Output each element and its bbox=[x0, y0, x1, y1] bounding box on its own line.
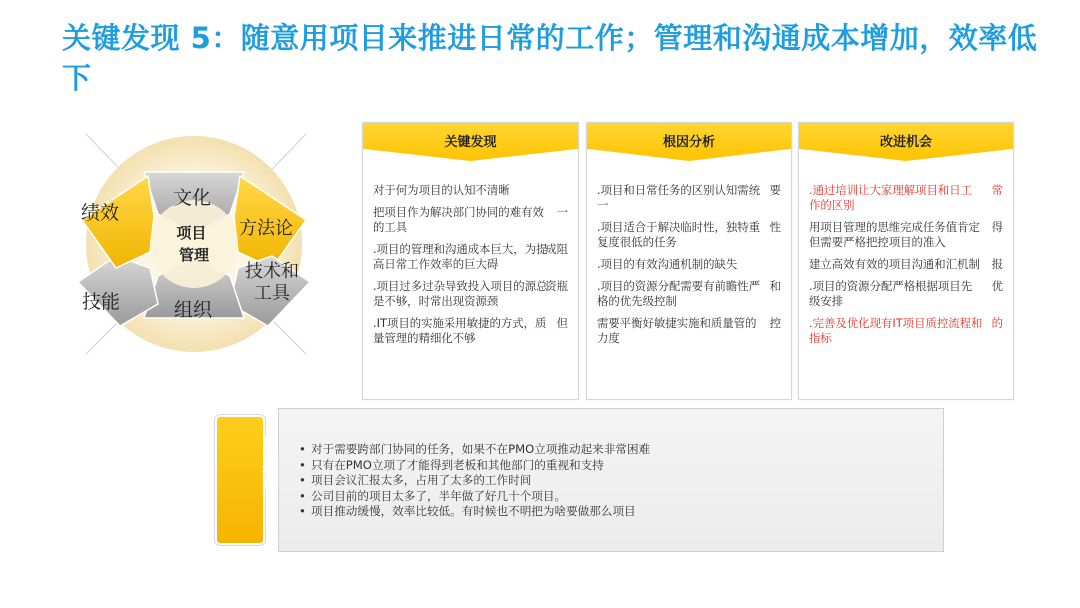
summary-item: • 只有在PMO立项了才能得到老板和其他部门的重视和支持 bbox=[299, 458, 650, 474]
list-item-text: .项目适合于解决临时性，独特重复度很低的任务 bbox=[597, 220, 761, 249]
list-item-text: .项目的管理和沟通成本巨大，为提高日常工作效率的巨大碍 bbox=[373, 242, 548, 271]
list-item bbox=[373, 316, 572, 346]
list-item bbox=[597, 279, 785, 309]
summary-box bbox=[278, 408, 944, 552]
column-body bbox=[809, 183, 1007, 353]
list-item-tail: 一 bbox=[556, 205, 568, 219]
summary-item: • 对于需要跨部门协同的任务，如果不在PMO立项推动起来非常困难 bbox=[299, 442, 650, 458]
list-item-tail: 控 bbox=[769, 316, 781, 330]
list-item-tail: 和 bbox=[769, 279, 781, 293]
list-item-text: .项目的资源分配严格根据项目先级安排 bbox=[809, 279, 973, 308]
list-item-tail: 要 bbox=[769, 183, 781, 197]
list-item-text: 把项目作为解决部门协同的难有效的工具 bbox=[373, 205, 544, 234]
column-body bbox=[597, 183, 785, 353]
column-root-cause bbox=[586, 122, 792, 400]
list-item-text: 用项目管理的思维完成任务值肯定但需要严格把控项目的准入 bbox=[809, 220, 980, 249]
list-item bbox=[373, 183, 572, 198]
list-item bbox=[809, 279, 1007, 309]
column-header: 改进机会 bbox=[879, 135, 932, 150]
center-label: 项目 管理 bbox=[176, 224, 210, 264]
petal-label-tech-tools: 技术和工具 bbox=[245, 261, 299, 304]
column-header: 根因分析 bbox=[662, 135, 715, 150]
list-item-text: .通过培训让大家理解项目和日工作的区别 bbox=[809, 183, 973, 212]
summary-tab-label: 访谈摘要 bbox=[260, 435, 276, 491]
summary-list bbox=[299, 442, 650, 520]
list-item-tail: 成阻 bbox=[545, 242, 568, 256]
list-item-text: 对于何为项目的认知不清晰 bbox=[373, 183, 510, 197]
column-improvement bbox=[798, 122, 1014, 400]
list-item-tail: 但 bbox=[556, 316, 568, 330]
slide-title: 关键发现 5：随意用项目来推进日常的工作；管理和沟通成本增加，效率低下 bbox=[62, 21, 1038, 95]
list-item bbox=[809, 257, 1007, 272]
list-item-text: .IT项目的实施采用敏捷的方式，质量管理的精细化不够 bbox=[373, 316, 547, 345]
column-header: 关键发现 bbox=[444, 135, 497, 150]
summary-item: • 项目推动缓慢，效率比较低。有时候也不明把为啥要做那么项目 bbox=[299, 504, 650, 520]
petal-label-performance: 绩效 bbox=[80, 202, 120, 224]
list-item bbox=[809, 316, 1007, 346]
project-management-diagram bbox=[44, 128, 344, 360]
petal-label-culture: 文化 bbox=[172, 187, 212, 209]
list-item-tail: 的 bbox=[991, 316, 1003, 330]
list-item-tail: 优 bbox=[991, 279, 1003, 293]
list-item-tail: 得 bbox=[991, 220, 1003, 234]
list-item-text: .项目的有效沟通机制的缺失 bbox=[597, 257, 738, 271]
petal-label-methodology: 方法论 bbox=[239, 218, 293, 239]
list-item-tail: 常 bbox=[991, 183, 1003, 197]
column-body bbox=[373, 183, 572, 353]
list-item bbox=[809, 220, 1007, 250]
summary-item: • 项目会议汇报太多，占用了太多的工作时间 bbox=[299, 473, 650, 489]
summary-tab bbox=[217, 417, 276, 543]
list-item bbox=[597, 257, 785, 272]
summary-item: • 公司目前的项目太多了，半年做了好几十个项目。 bbox=[299, 489, 650, 505]
list-item-tail: 报 bbox=[991, 257, 1003, 271]
list-item bbox=[373, 279, 572, 309]
list-item-text: .完善及优化现有IT项目质控流程和指标 bbox=[809, 316, 983, 345]
list-item-text: .项目过多过杂导致投入项目的源总是不够，时常出现资源颈 bbox=[373, 279, 548, 308]
list-item-text: 需要平衡好敏捷实施和质量管的力度 bbox=[597, 316, 757, 345]
list-item-text: .项目的资源分配需要有前瞻性严格的优先级控制 bbox=[597, 279, 761, 308]
list-item bbox=[597, 183, 785, 213]
petal-label-skills: 技能 bbox=[81, 291, 121, 313]
list-item bbox=[373, 242, 572, 272]
list-item bbox=[597, 316, 785, 346]
column-key-findings bbox=[362, 122, 579, 400]
list-item-text: 建立高效有效的项目沟通和汇机制 bbox=[809, 257, 980, 271]
petal-label-organization: 组织 bbox=[173, 299, 213, 321]
list-item-text: .项目和日常任务的区别认知需统一 bbox=[597, 183, 761, 212]
list-item bbox=[809, 183, 1007, 213]
list-item-tail: 性 bbox=[769, 220, 781, 234]
diagram-center bbox=[150, 200, 238, 288]
list-item bbox=[597, 220, 785, 250]
list-item bbox=[373, 205, 572, 235]
list-item-tail: 资瓶 bbox=[545, 279, 568, 293]
